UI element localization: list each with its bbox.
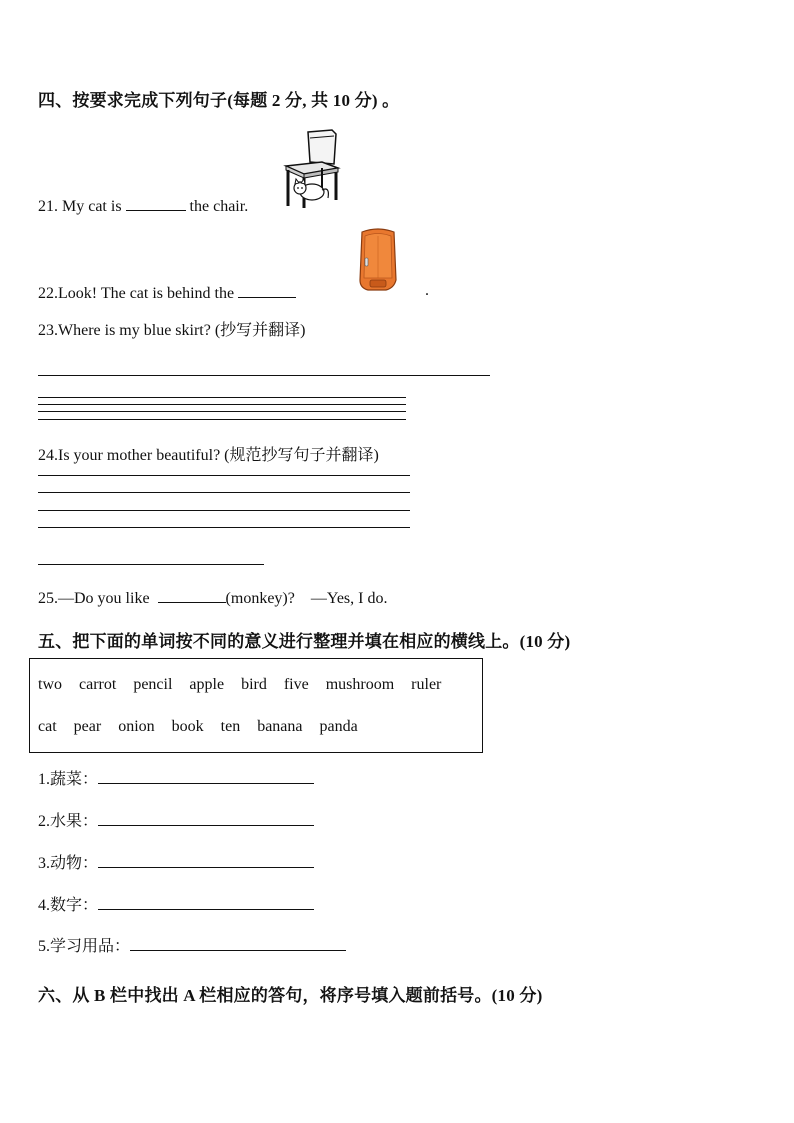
q24-answer-line-5[interactable]	[38, 564, 264, 565]
q23-answer-line-1[interactable]	[38, 375, 490, 376]
q22-answer-blank[interactable]	[238, 282, 296, 298]
chair-with-cat-image	[282, 128, 342, 210]
word: apple	[189, 676, 225, 693]
category-label: 1.蔬菜：	[38, 771, 99, 788]
word: five	[283, 676, 309, 693]
q23-answer-line-5[interactable]	[38, 419, 406, 420]
word: cat	[38, 718, 57, 735]
section-6-heading: 六、从 B 栏中找出 A 栏相应的答句，将序号填入题前括号。(10 分)	[38, 986, 543, 1005]
word: carrot	[79, 676, 117, 693]
wardrobe-image	[356, 228, 400, 292]
category-answer-line[interactable]	[98, 810, 314, 826]
q23-answer-line-4[interactable]	[38, 411, 406, 412]
q21-answer-blank[interactable]	[126, 195, 186, 211]
q21-suffix: the chair.	[185, 198, 249, 215]
q25-prefix: 25.—Do you like	[38, 590, 154, 607]
category-answer-line[interactable]	[98, 768, 314, 784]
word-bank-row-2	[38, 718, 371, 736]
q24-answer-line-2[interactable]	[38, 492, 410, 493]
word: ruler	[411, 676, 442, 693]
category-label: 3.动物：	[38, 855, 99, 872]
word: pear	[73, 718, 102, 735]
q25-hint: (monkey)?	[225, 590, 295, 607]
word: banana	[257, 718, 303, 735]
word: bird	[241, 676, 267, 693]
word: onion	[118, 718, 155, 735]
q24-answer-line-4[interactable]	[38, 527, 410, 528]
word: two	[38, 676, 62, 693]
category-numbers	[38, 892, 314, 915]
word: book	[171, 718, 204, 735]
word: ten	[220, 718, 241, 735]
question-22	[38, 282, 296, 303]
question-25	[38, 587, 387, 608]
q23-answer-line-3[interactable]	[38, 404, 406, 405]
category-label: 4.数字：	[38, 897, 99, 914]
section-5-heading: 五、把下面的单词按不同的意义进行整理并填在相应的横线上。(10 分)	[38, 632, 571, 651]
category-answer-line[interactable]	[98, 852, 314, 868]
category-answer-line[interactable]	[130, 935, 346, 951]
q22-prefix: 22.Look! The cat is behind the	[38, 285, 239, 302]
word: panda	[319, 718, 358, 735]
q23-answer-line-2[interactable]	[38, 397, 406, 398]
q25-reply: —Yes, I do.	[310, 590, 388, 607]
q24-answer-line-3[interactable]	[38, 510, 410, 511]
category-answer-line[interactable]	[98, 894, 314, 910]
word: mushroom	[325, 676, 395, 693]
question-24: 24.Is your mother beautiful? (规范抄写句子并翻译)	[38, 447, 379, 464]
word-bank-box	[29, 658, 483, 753]
category-animals	[38, 850, 314, 873]
q21-prefix: 21. My cat is	[38, 198, 126, 215]
word: pencil	[133, 676, 173, 693]
section-4-heading: 四、按要求完成下列句子(每题 2 分, 共 10 分) 。	[38, 91, 400, 110]
category-school-supplies	[38, 933, 346, 956]
category-fruits	[38, 808, 314, 831]
category-label: 5.学习用品：	[38, 938, 131, 955]
q24-answer-line-1[interactable]	[38, 475, 410, 476]
category-vegetables	[38, 766, 314, 789]
q25-answer-blank[interactable]	[158, 587, 226, 603]
category-label: 2.水果：	[38, 813, 99, 830]
question-23: 23.Where is my blue skirt? (抄写并翻译)	[38, 322, 306, 339]
q22-period: .	[425, 282, 429, 299]
word-bank-row-1	[38, 676, 441, 694]
question-21	[38, 195, 248, 216]
